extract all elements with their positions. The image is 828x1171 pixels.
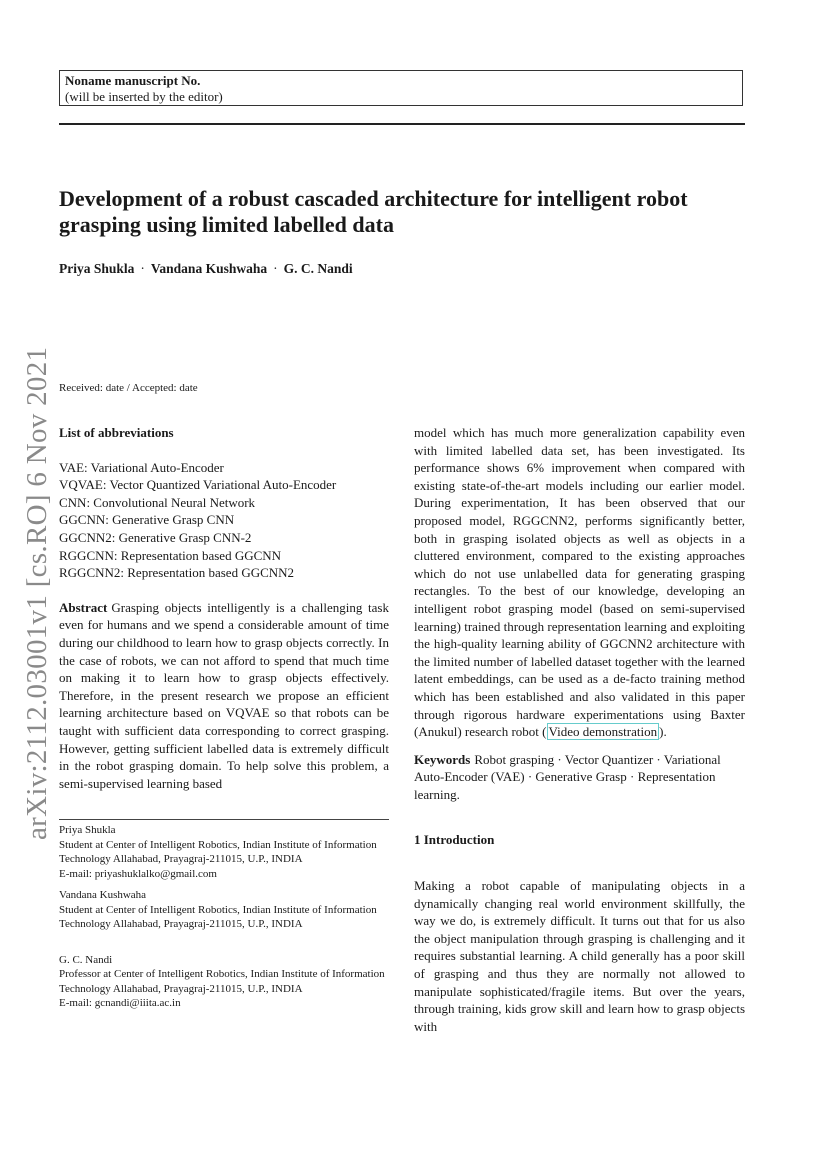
footnote-affiliation: Student at Center of Intelligent Robotics, Indian Institute of Information Technology Allahabad, Prayagraj-211015, U.P., INDIA	[59, 903, 377, 930]
author-separator: ·	[140, 261, 145, 276]
footnote-name: Priya Shukla	[59, 824, 116, 836]
keywords-paragraph	[414, 751, 745, 804]
paper-title: Development of a robust cascaded architecture for intelligent robot grasping using limited labelled data	[59, 186, 688, 237]
abstract-continuation: model which has much more generalization capability even with limited labelled data set, has been investigated. Its performance shows 6% improvement when compared with existing state-of-the-art models including our earlier model. During experimentation, It has been observed that our proposed model, RGGCNN2, performs significantly better, both in grasping isolated objects as well as objects in a cluttered environment, compared to the existing approaches which do not use unlabelled data for generating grasping rectangles. To the best of our knowledge, developing an intelligent robot grasping model (based on semi-supervised learning) trained through representation learning and exploiting the high-quality learning ability of GGCNN2 architecture with the limited number of labelled dataset together with the learned latent embeddings, can be used as a de-facto training method which has been established and also validated in this paper through rigorous hardware experimentations using Baxter (Anukul) research robot ( Video demonstration ).	[414, 425, 745, 740]
left-column	[59, 424, 389, 792]
abbreviation-item: GGCNN2: Generative Grasp CNN-2	[59, 529, 252, 545]
footnote-affiliation: Student at Center of Intelligent Robotics, Indian Institute of Information Technology Allahabad, Prayagraj-211015, U.P., INDIA	[59, 838, 377, 865]
author-separator: ·	[273, 261, 278, 276]
abbreviation-item: RGGCNN2: Representation based GGCNN2	[59, 565, 295, 581]
footnote-author	[59, 823, 389, 881]
received-date: Received: date / Accepted: date	[59, 382, 198, 394]
abbreviation-item: CNN: Convolutional Neural Network	[59, 494, 256, 510]
footnote-email: E-mail: gcnandi@iiita.ac.in	[59, 997, 181, 1009]
author-name: G. C. Nandi	[283, 261, 353, 276]
footnote-rule	[59, 819, 389, 820]
footnote-affiliation: Professor at Center of Intelligent Robotics, Indian Institute of Information Technology Allahabad, Prayagraj-211015, U.P., INDIA	[59, 968, 385, 995]
footnote-author	[59, 953, 389, 1011]
footnote-name: G. C. Nandi	[59, 953, 113, 966]
author-footnotes	[59, 823, 389, 1018]
manuscript-number: Noname manuscript No.	[65, 73, 201, 88]
arxiv-stamp: arXiv:2112.03001v1 [cs.RO] 6 Nov 2021	[21, 346, 53, 840]
abstract-tail: ).	[659, 724, 667, 740]
editor-note: (will be inserted by the editor)	[65, 89, 223, 104]
abstract-continued-text: model which has much more generalization capability even with limited labelled data set, has been investigated. Its performance shows 6% improvement when compared with existing state-of-the-art models including our earlier model. During experimentation, It has been observed that our proposed model, RGGCNN2, performs significantly better, both in grasping isolated objects as well as objects in a cluttered environment, compared to the existing approaches which do not use unlabelled data for generating grasping rectangles. To the best of our knowledge, developing an intelligent robot grasping model (based on semi-supervised learning) trained through representation learning and exploiting the high-quality learning ability of GGCNN2 architecture with the limited number of labelled dataset together with the learned latent embeddings, can be used as a de-facto training method which has been established and also validated in this paper through rigorous hardware experimentations using Baxter (Anukul) research robot	[414, 425, 745, 740]
introduction-heading: 1 Introduction	[414, 832, 495, 848]
header-rule	[59, 123, 745, 125]
footnote-email: E-mail: priyashuklalko@gmail.com	[59, 867, 217, 880]
abstract-paragraph	[59, 599, 389, 793]
introduction-paragraph: Making a robot capable of manipulating objects in a dynamically changing real world environment skillfully, the way we do, is extremely difficult. It turns out that for us also the object manipulation through grasping is challenging and it requires substantial learning. A child generally has a poor skill of grasping and thus they are normally not allowed to manipulate sophisticated/fragile items. But over the years, through training, kids grow skill and learn how to grasp objects with	[414, 878, 745, 1034]
right-column	[414, 424, 745, 1035]
abbreviation-item: VAE: Variational Auto-Encoder	[59, 459, 224, 475]
keywords-label: Keywords	[414, 751, 471, 767]
video-demonstration-link[interactable]: Video demonstration	[548, 724, 658, 740]
manuscript-header-box	[59, 70, 743, 106]
abstract-text: Grasping objects intelligently is a challenging task even for humans and we spend a considerable amount of time during our childhood to learn how to grasp objects correctly. In the case of robots, we can not afford to spend that much time on making it to learn how to grasp objects effectively. Therefore, in the present research we propose an efficient learning architecture based on VQVAE so that robots can be taught with sufficient data corresponding to correct grasping. However, getting sufficient labelled data is extremely difficult in the robot grasping domain. To help solve this problem, a semi-supervised learning based	[59, 599, 389, 791]
author-name: Priya Shukla	[59, 261, 135, 276]
abbreviation-item: RGGCNN: Representation based GGCNN	[59, 547, 282, 563]
footnote-name: Vandana Kushwaha	[59, 889, 147, 901]
author-name: Vandana Kushwaha	[150, 261, 268, 276]
keywords-text: Robot grasping · Vector Quantizer · Variational Auto-Encoder (VAE) · Generative Grasp · Representation learning.	[414, 751, 721, 802]
abstract-label: Abstract	[59, 599, 108, 615]
author-list	[59, 261, 659, 277]
abbreviation-item: VQVAE: Vector Quantized Variational Auto-Encoder	[59, 477, 337, 493]
abbreviation-item: GGCNN: Generative Grasp CNN	[59, 512, 235, 528]
footnote-author	[59, 888, 389, 932]
abbreviations-heading: List of abbreviations	[59, 425, 174, 440]
